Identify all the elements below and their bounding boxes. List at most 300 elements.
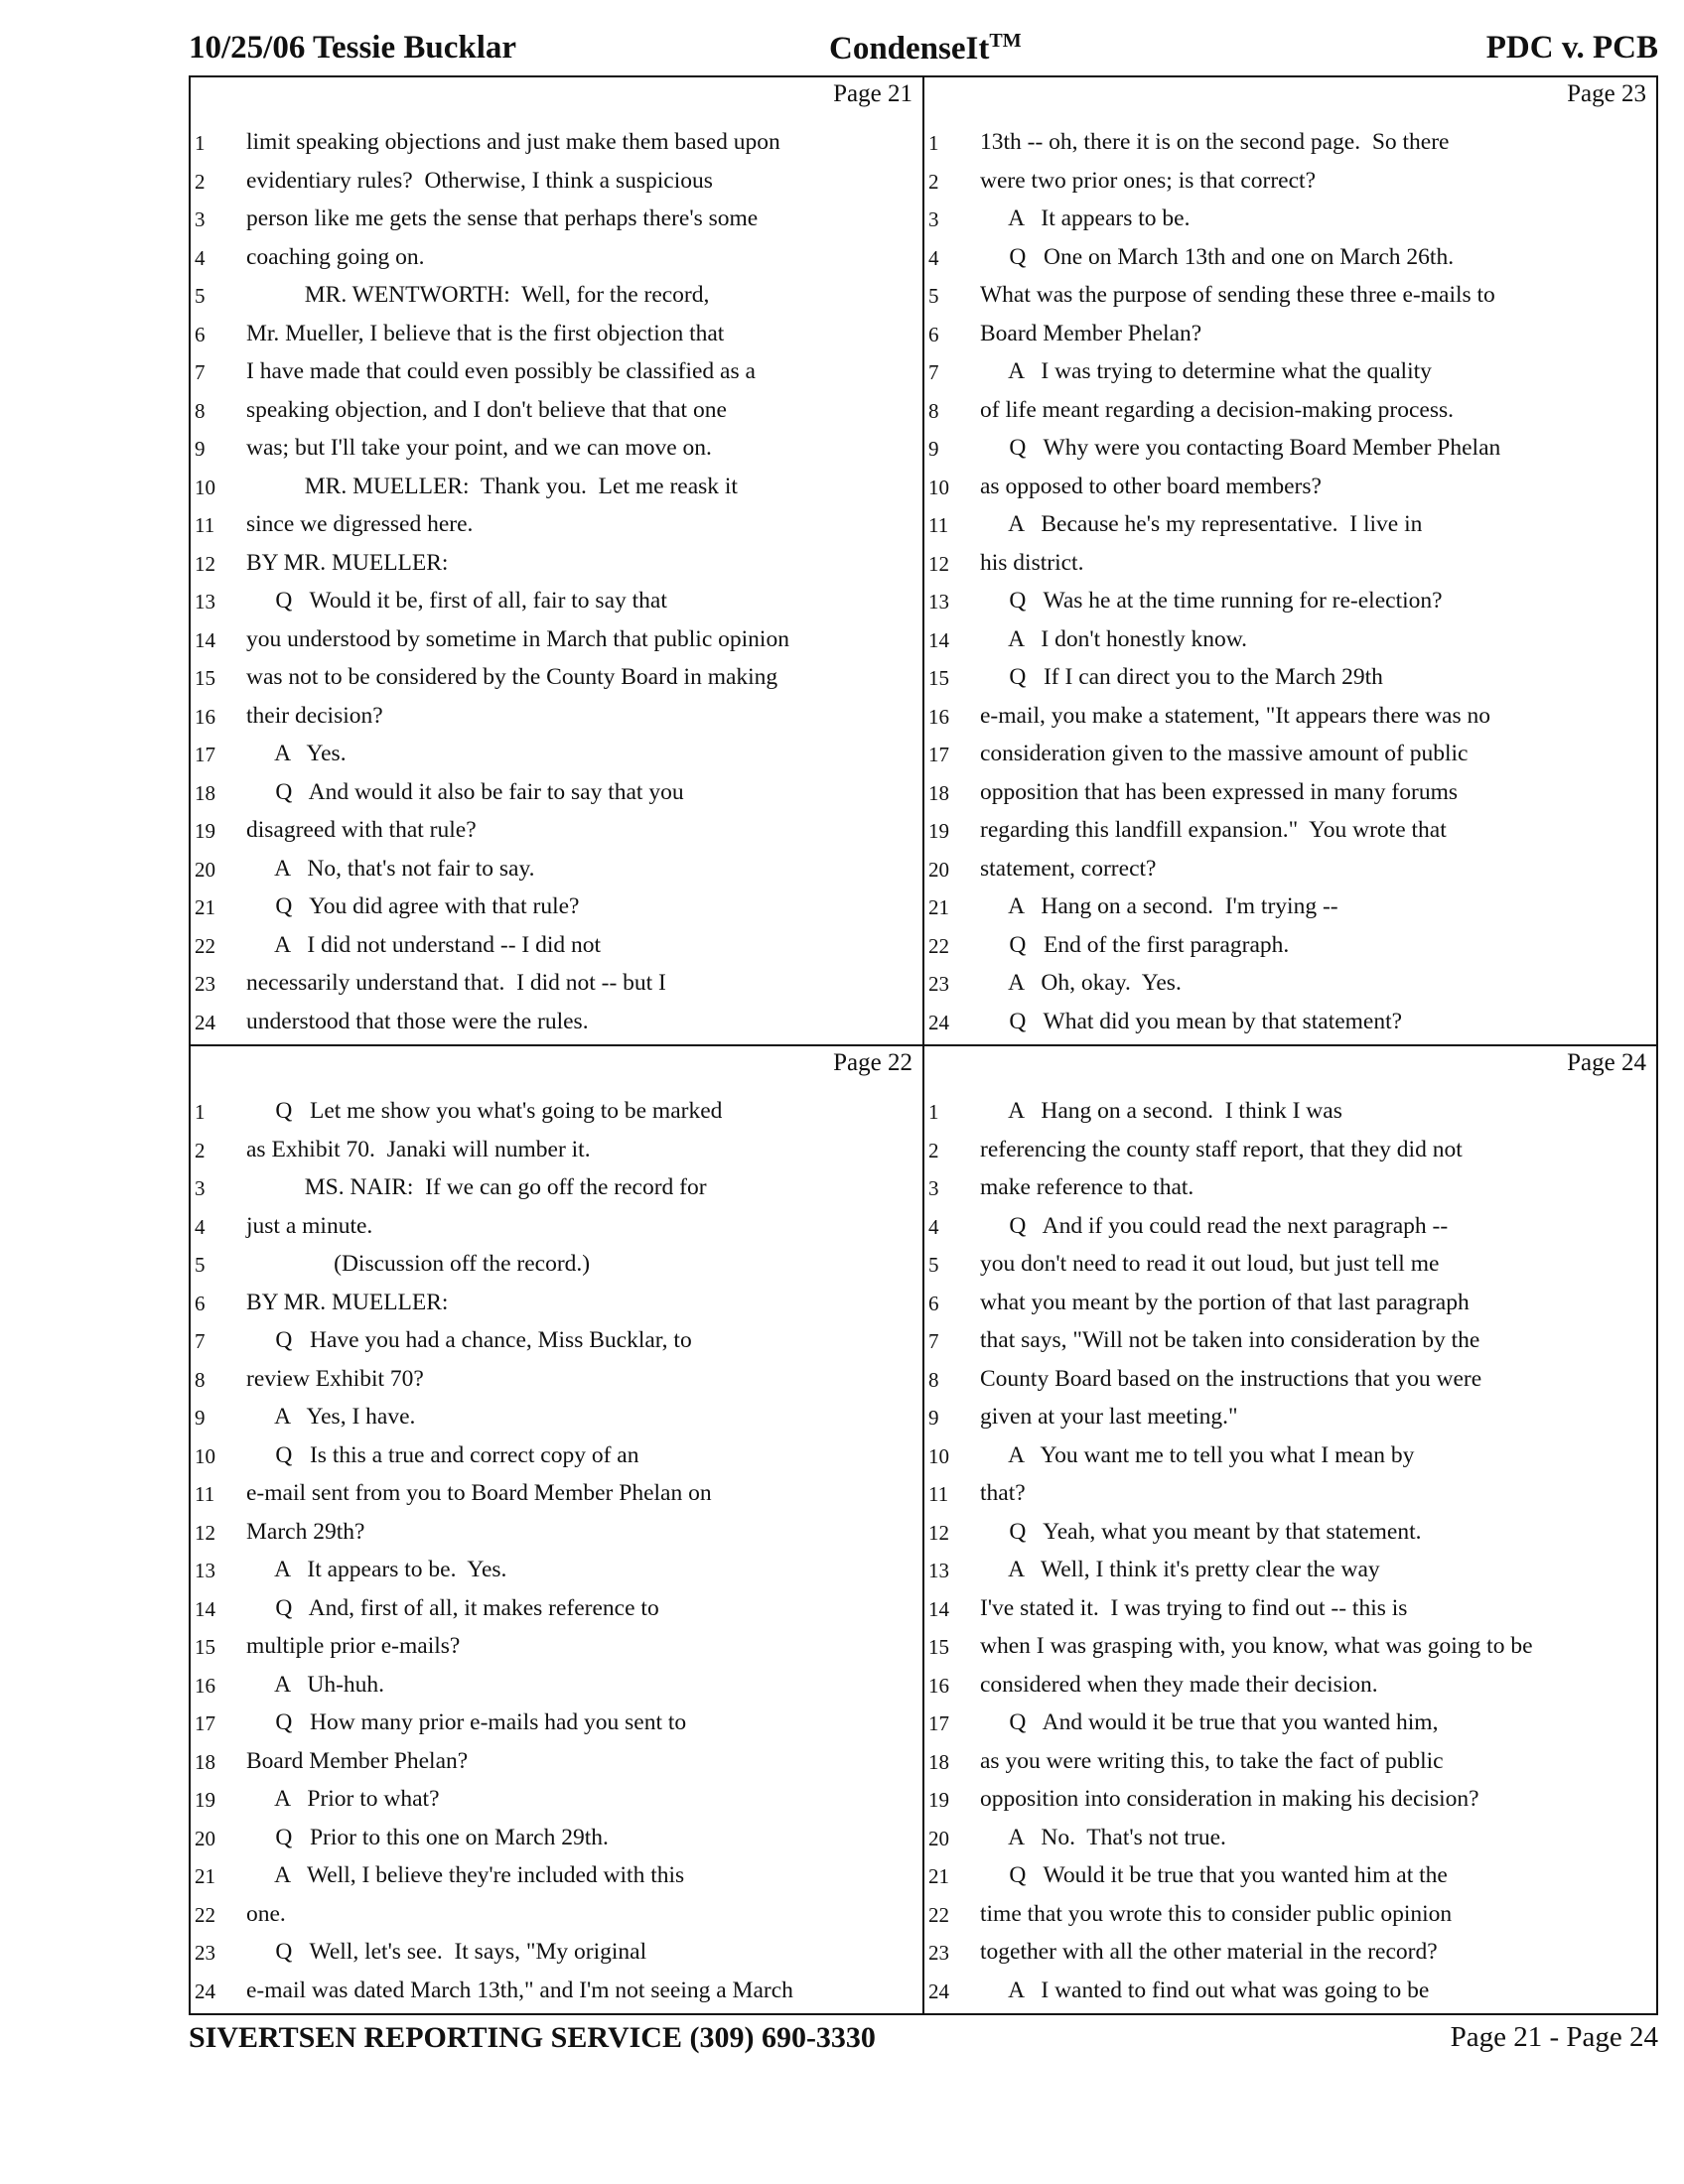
line-text: A Hang on a second. I think I was (980, 1098, 1342, 1124)
transcript-line (191, 354, 922, 393)
transcript-line (191, 1286, 922, 1324)
page-number-label: Page 23 (1567, 80, 1646, 107)
line-number: 3 (928, 1176, 939, 1200)
header-product-title (829, 30, 1022, 68)
transcript-line (924, 1005, 1656, 1043)
line-text: I've stated it. I was trying to find out -- this is (980, 1594, 1408, 1621)
transcript-line (191, 1974, 922, 2012)
transcript-line (924, 1476, 1656, 1515)
transcript-page-24 (924, 1046, 1656, 2013)
line-text: his district. (980, 549, 1084, 576)
transcript-line (924, 1362, 1656, 1401)
line-text: Q And, first of all, it makes reference to (246, 1594, 659, 1621)
line-text: A I wanted to find out what was going to be (980, 1977, 1430, 2003)
transcript-page-23 (924, 77, 1656, 1044)
line-number: 24 (195, 1979, 215, 2003)
line-text: Q And would it be true that you wanted him, (980, 1709, 1439, 1735)
line-number: 14 (195, 1596, 215, 1621)
transcript-line (191, 202, 922, 240)
line-text: review Exhibit 70? (246, 1365, 424, 1392)
line-text: March 29th? (246, 1518, 365, 1545)
line-text: A Hang on a second. I'm trying -- (980, 893, 1338, 919)
line-number: 21 (195, 895, 215, 919)
transcript-line (924, 699, 1656, 738)
line-text: Q And if you could read the next paragraph -- (980, 1212, 1449, 1239)
line-text: was not to be considered by the County Board in making (246, 664, 778, 690)
transcript-line (924, 1668, 1656, 1706)
line-number: 22 (195, 1902, 215, 1927)
line-text: Q Why were you contacting Board Member Phelan (980, 435, 1501, 461)
line-number: 18 (195, 1749, 215, 1774)
line-text: referencing the county staff report, that they did not (980, 1136, 1463, 1162)
line-text: MS. NAIR: If we can go off the record for (246, 1174, 707, 1200)
transcript-line (191, 966, 922, 1005)
line-number: 12 (928, 551, 949, 576)
line-text: Q Prior to this one on March 29th. (246, 1824, 609, 1850)
line-text: A Oh, okay. Yes. (980, 970, 1182, 996)
transcript-line (924, 622, 1656, 661)
line-text: opposition into consideration in making his decision? (980, 1786, 1479, 1812)
transcript-line (924, 889, 1656, 928)
line-text: Q One on March 13th and one on March 26th. (980, 243, 1455, 270)
line-text: were two prior ones; is that correct? (980, 167, 1317, 194)
line-text: A You want me to tell you what I mean by (980, 1441, 1415, 1468)
line-number: 23 (928, 1941, 949, 1965)
line-number: 19 (195, 819, 215, 843)
line-number: 6 (928, 1291, 939, 1315)
line-number: 3 (195, 207, 206, 231)
line-text: Q Would it be, first of all, fair to say that (246, 588, 667, 614)
transcript-line (924, 1706, 1656, 1744)
transcript-line (191, 125, 922, 164)
transcript-line (924, 1170, 1656, 1209)
line-number: 7 (928, 1329, 939, 1353)
transcript-line (191, 1476, 922, 1515)
transcript-line (191, 1744, 922, 1783)
line-text: as Exhibit 70. Janaki will number it. (246, 1136, 591, 1162)
transcript-line (191, 393, 922, 432)
line-text: necessarily understand that. I did not -- but I (246, 970, 666, 996)
transcript-line (191, 1897, 922, 1936)
line-number: 9 (928, 437, 939, 461)
line-number: 16 (195, 704, 215, 729)
line-text: that? (980, 1480, 1026, 1506)
line-number: 18 (195, 780, 215, 805)
footer-reporting-service: SIVERTSEN REPORTING SERVICE (309) 690-3330 (189, 2021, 876, 2054)
transcript-line (924, 1400, 1656, 1438)
transcript-line (191, 584, 922, 622)
line-text: A I did not understand -- I did not (246, 931, 602, 958)
page-footer (189, 2021, 1658, 2061)
transcript-line (924, 125, 1656, 164)
line-text: A Yes, I have. (246, 1404, 416, 1430)
line-number: 2 (928, 1138, 939, 1162)
line-text: make reference to that. (980, 1174, 1194, 1200)
line-number: 22 (928, 1902, 949, 1927)
line-number: 12 (928, 1520, 949, 1545)
line-number: 23 (195, 972, 215, 996)
line-text: multiple prior e-mails? (246, 1633, 461, 1659)
transcript-line (924, 966, 1656, 1005)
header-case-name: PDC v. PCB (1485, 30, 1658, 66)
transcript-line (191, 813, 922, 852)
line-number: 8 (195, 398, 206, 423)
line-number: 11 (928, 1482, 949, 1506)
line-number: 20 (928, 857, 949, 882)
transcript-line (191, 1247, 922, 1286)
line-text: when I was grasping with, you know, what was going to be (980, 1633, 1533, 1659)
line-number: 17 (928, 1711, 949, 1735)
transcript-line (924, 278, 1656, 317)
line-text: Q Well, let's see. It says, "My original (246, 1939, 647, 1965)
line-text: Q If I can direct you to the March 29th (980, 664, 1383, 690)
line-number: 22 (928, 933, 949, 958)
transcript-line (924, 1323, 1656, 1362)
line-text: their decision? (246, 702, 383, 729)
line-text: Q Is this a true and correct copy of an (246, 1441, 639, 1468)
line-text: together with all the other material in the record? (980, 1939, 1438, 1965)
line-number: 17 (195, 1711, 215, 1735)
transcript-line (191, 1553, 922, 1591)
line-text: A It appears to be. Yes. (246, 1557, 507, 1582)
line-text: just a minute. (246, 1212, 373, 1239)
transcript-page-21 (191, 77, 922, 1044)
line-text: Mr. Mueller, I believe that is the first objection that (246, 320, 725, 346)
transcript-line (924, 431, 1656, 470)
line-number: 15 (928, 666, 949, 690)
line-text: A Prior to what? (246, 1786, 440, 1812)
line-text: I have made that could even possibly be classified as a (246, 358, 756, 384)
transcript-line (191, 1438, 922, 1477)
line-number: 8 (195, 1367, 206, 1392)
line-number: 14 (928, 627, 949, 652)
line-number: 11 (928, 513, 949, 537)
line-number: 15 (928, 1635, 949, 1659)
line-text: A No, that's not fair to say. (246, 855, 535, 882)
line-number: 17 (195, 743, 215, 766)
line-text: speaking objection, and I don't believe that that one (246, 396, 727, 423)
line-number: 13 (195, 1559, 215, 1582)
line-text: was; but I'll take your point, and we can move on. (246, 435, 712, 461)
transcript-line (191, 699, 922, 738)
line-number: 7 (195, 1329, 206, 1353)
transcript-line (191, 660, 922, 699)
transcript-line (191, 1629, 922, 1668)
line-text: Q Would it be true that you wanted him at the (980, 1862, 1448, 1888)
transcript-line (191, 1094, 922, 1133)
transcript-line (924, 1782, 1656, 1821)
line-number: 5 (195, 284, 206, 308)
line-text: you don't need to read it out loud, but just tell me (980, 1251, 1440, 1277)
transcript-line (924, 317, 1656, 355)
line-number: 13 (195, 590, 215, 614)
transcript-line (924, 546, 1656, 585)
transcript-line (924, 1629, 1656, 1668)
line-text: statement, correct? (980, 855, 1157, 882)
page-number-label: Page 22 (833, 1049, 912, 1076)
transcript-line (924, 813, 1656, 852)
transcript-line (924, 1438, 1656, 1477)
transcript-line (924, 1209, 1656, 1248)
line-number: 24 (195, 1010, 215, 1034)
line-number: 3 (195, 1176, 206, 1200)
transcript-line (191, 852, 922, 890)
line-text: limit speaking objections and just make them based upon (246, 129, 780, 155)
line-number: 11 (195, 513, 215, 537)
line-text: A Because he's my representative. I live in (980, 511, 1423, 537)
transcript-line (191, 1858, 922, 1897)
line-number: 18 (928, 780, 949, 805)
line-number: 21 (195, 1864, 215, 1888)
transcript-line (191, 431, 922, 470)
transcript-line (924, 393, 1656, 432)
transcript-line (924, 507, 1656, 546)
transcript-line (924, 1247, 1656, 1286)
line-text: since we digressed here. (246, 511, 474, 537)
line-number: 9 (195, 437, 206, 461)
line-text: Q Have you had a chance, Miss Bucklar, to (246, 1327, 692, 1353)
line-number: 14 (195, 627, 215, 652)
transcript-line (924, 354, 1656, 393)
line-text: A It appears to be. (980, 205, 1191, 231)
line-text: what you meant by the portion of that last paragraph (980, 1289, 1470, 1315)
line-number: 13 (928, 590, 949, 614)
line-number: 3 (928, 207, 939, 231)
line-number: 12 (195, 551, 215, 576)
line-number: 8 (928, 1367, 939, 1392)
footer-page-range: Page 21 - Page 24 (1450, 2021, 1658, 2053)
transcript-line (191, 1668, 922, 1706)
line-number: 1 (928, 131, 939, 155)
line-number: 14 (928, 1596, 949, 1621)
line-number: 21 (928, 895, 949, 919)
line-text: considered when they made their decision. (980, 1671, 1378, 1698)
line-number: 6 (928, 322, 939, 346)
line-number: 11 (195, 1482, 215, 1506)
transcript-line (924, 1515, 1656, 1554)
transcript-line (191, 622, 922, 661)
line-text: A Yes. (246, 741, 347, 766)
header-product-name: CondenseIt (829, 31, 990, 67)
line-number: 4 (195, 245, 206, 270)
transcript-line (924, 660, 1656, 699)
transcript-line (924, 1133, 1656, 1171)
line-number: 5 (195, 1253, 206, 1277)
line-number: 1 (195, 131, 206, 155)
line-number: 24 (928, 1010, 949, 1034)
line-text: Board Member Phelan? (980, 320, 1202, 346)
line-number: 20 (195, 1826, 215, 1850)
page-number-label: Page 21 (833, 80, 912, 107)
transcript-line (924, 202, 1656, 240)
transcript-grid (189, 75, 1658, 2015)
line-text: e-mail sent from you to Board Member Phelan on (246, 1480, 712, 1506)
transcript-line (924, 584, 1656, 622)
line-text: Q You did agree with that rule? (246, 893, 580, 919)
transcript-line (191, 775, 922, 814)
transcript-line (924, 1974, 1656, 2012)
transcript-line (924, 1744, 1656, 1783)
line-text: Q Let me show you what's going to be marked (246, 1098, 723, 1124)
transcript-line (924, 1094, 1656, 1133)
line-number: 7 (928, 360, 939, 384)
transcript-line (924, 1935, 1656, 1974)
line-text: given at your last meeting." (980, 1404, 1238, 1430)
transcript-line (924, 470, 1656, 508)
line-text: Q End of the first paragraph. (980, 931, 1290, 958)
transcript-line (191, 1591, 922, 1630)
line-number: 24 (928, 1979, 949, 2003)
line-text: A Well, I think it's pretty clear the way (980, 1557, 1380, 1582)
transcript-line (191, 164, 922, 203)
line-text: as opposed to other board members? (980, 473, 1322, 499)
trademark-mark: TM (989, 30, 1022, 52)
line-text: MR. WENTWORTH: Well, for the record, (246, 282, 710, 308)
line-text: Board Member Phelan? (246, 1747, 469, 1774)
line-number: 2 (928, 169, 939, 194)
transcript-line (924, 1858, 1656, 1897)
line-text: coaching going on. (246, 243, 425, 270)
line-number: 6 (195, 322, 206, 346)
transcript-line (924, 164, 1656, 203)
transcript-line (191, 1706, 922, 1744)
line-text: disagreed with that rule? (246, 817, 477, 843)
transcript-page-22 (191, 1046, 922, 2013)
line-number: 1 (195, 1100, 206, 1124)
line-number: 17 (928, 743, 949, 766)
line-number: 1 (928, 1100, 939, 1124)
line-text: 13th -- oh, there it is on the second page. So there (980, 129, 1450, 155)
line-number: 13 (928, 1559, 949, 1582)
line-number: 6 (195, 1291, 206, 1315)
line-text: A I don't honestly know. (980, 625, 1248, 652)
line-number: 16 (928, 704, 949, 729)
line-number: 16 (195, 1673, 215, 1698)
transcript-line (924, 852, 1656, 890)
page-header (189, 30, 1658, 73)
line-text: What was the purpose of sending these three e-mails to (980, 282, 1495, 308)
line-number: 23 (928, 972, 949, 996)
line-text: Q Yeah, what you meant by that statement. (980, 1518, 1422, 1545)
line-number: 2 (195, 1138, 206, 1162)
line-text: A Well, I believe they're included with this (246, 1862, 685, 1888)
line-number: 4 (928, 1214, 939, 1239)
transcript-line (924, 1821, 1656, 1859)
line-text: regarding this landfill expansion." You wrote that (980, 817, 1447, 843)
line-number: 5 (928, 1253, 939, 1277)
line-text: e-mail, you make a statement, "It appears there was no (980, 702, 1490, 729)
transcript-line (924, 1286, 1656, 1324)
line-text: opposition that has been expressed in many forums (980, 778, 1459, 805)
line-number: 9 (928, 1406, 939, 1430)
line-text: you understood by sometime in March that public opinion (246, 625, 789, 652)
transcript-line (191, 317, 922, 355)
line-text: Q What did you mean by that statement? (980, 1008, 1403, 1034)
line-number: 21 (928, 1864, 949, 1888)
line-number: 20 (928, 1826, 949, 1850)
line-text: County Board based on the instructions that you were (980, 1365, 1482, 1392)
transcript-line (924, 1591, 1656, 1630)
line-text: person like me gets the sense that perhaps there's some (246, 205, 759, 231)
line-text: MR. MUELLER: Thank you. Let me reask it (246, 473, 738, 499)
line-number: 18 (928, 1749, 949, 1774)
transcript-line (191, 1935, 922, 1974)
transcript-line (191, 889, 922, 928)
line-number: 19 (928, 819, 949, 843)
transcript-line (191, 1005, 922, 1043)
line-text: A Uh-huh. (246, 1671, 385, 1698)
transcript-line (191, 470, 922, 508)
line-number: 12 (195, 1520, 215, 1545)
line-text: consideration given to the massive amount of public (980, 741, 1469, 766)
line-text: (Discussion off the record.) (246, 1251, 591, 1277)
line-number: 22 (195, 933, 215, 958)
line-text: that says, "Will not be taken into consideration by the (980, 1327, 1480, 1353)
transcript-line (191, 1362, 922, 1401)
transcript-line (191, 1515, 922, 1554)
line-number: 10 (195, 1443, 215, 1468)
transcript-line (924, 1553, 1656, 1591)
line-number: 20 (195, 857, 215, 882)
line-text: Q And would it also be fair to say that you (246, 778, 684, 805)
transcript-line (191, 1400, 922, 1438)
transcript-line (191, 1170, 922, 1209)
line-text: BY MR. MUELLER: (246, 1289, 449, 1315)
transcript-line (191, 1133, 922, 1171)
transcript-line (191, 546, 922, 585)
line-number: 19 (195, 1788, 215, 1812)
transcript-line (191, 1209, 922, 1248)
line-text: of life meant regarding a decision-making process. (980, 396, 1455, 423)
transcript-line (924, 928, 1656, 967)
line-number: 4 (928, 245, 939, 270)
line-number: 7 (195, 360, 206, 384)
transcript-line (191, 240, 922, 279)
header-date-witness: 10/25/06 Tessie Bucklar (189, 30, 517, 66)
line-text: one. (246, 1900, 286, 1927)
line-number: 15 (195, 1635, 215, 1659)
line-number: 5 (928, 284, 939, 308)
line-number: 10 (928, 475, 949, 499)
transcript-line (191, 1782, 922, 1821)
line-number: 15 (195, 666, 215, 690)
line-text: time that you wrote this to consider public opinion (980, 1900, 1453, 1927)
transcript-line (924, 240, 1656, 279)
line-number: 10 (195, 475, 215, 499)
line-text: as you were writing this, to take the fact of public (980, 1747, 1444, 1774)
transcript-line (191, 928, 922, 967)
line-text: A No. That's not true. (980, 1824, 1226, 1850)
transcript-line (924, 775, 1656, 814)
transcript-line (924, 737, 1656, 775)
line-number: 2 (195, 169, 206, 194)
page-number-label: Page 24 (1567, 1049, 1646, 1076)
line-number: 10 (928, 1443, 949, 1468)
line-number: 19 (928, 1788, 949, 1812)
transcript-line (191, 737, 922, 775)
transcript-line (191, 1821, 922, 1859)
line-text: evidentiary rules? Otherwise, I think a suspicious (246, 167, 713, 194)
line-number: 4 (195, 1214, 206, 1239)
transcript-line (191, 1323, 922, 1362)
transcript-line (191, 507, 922, 546)
line-number: 9 (195, 1406, 206, 1430)
line-text: understood that those were the rules. (246, 1008, 589, 1034)
line-text: BY MR. MUELLER: (246, 549, 449, 576)
line-number: 16 (928, 1673, 949, 1698)
transcript-line (924, 1897, 1656, 1936)
line-number: 23 (195, 1941, 215, 1965)
